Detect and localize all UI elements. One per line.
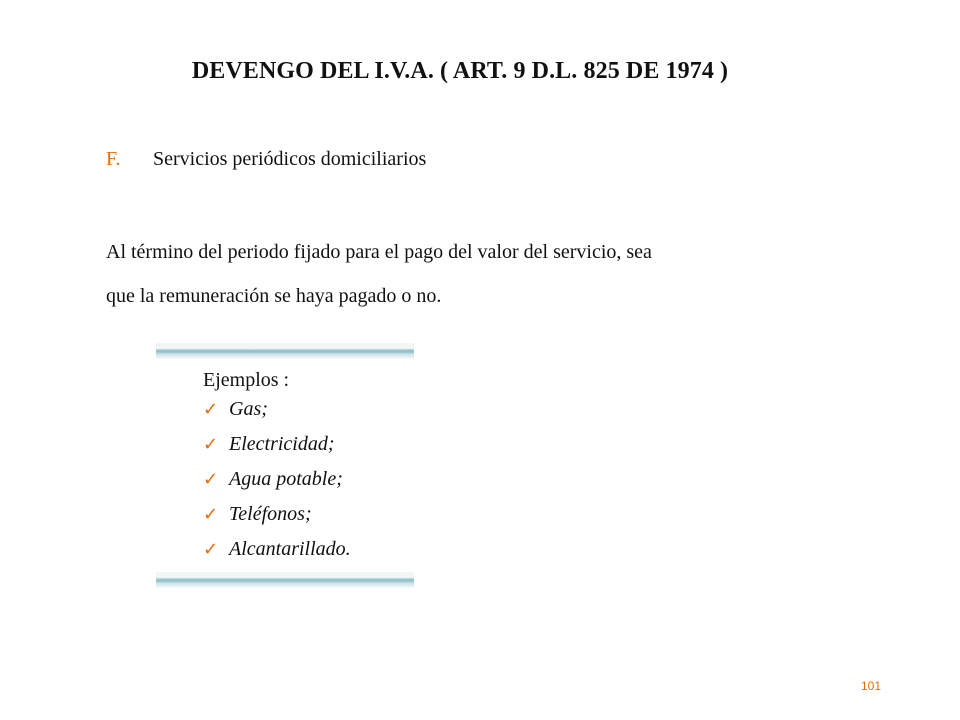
section-text: Servicios periódicos domiciliarios [153,148,427,170]
list-item [203,464,351,499]
divider-top [156,343,414,359]
page-number: 101 [861,679,882,693]
example-label: Teléfonos; [229,503,312,525]
section-letter: F. [106,148,121,170]
examples-box [203,369,351,569]
checkmark-icon: ✓ [203,469,219,490]
checkmark-icon: ✓ [203,539,219,560]
slide-title: DEVENGO DEL I.V.A. ( ART. 9 D.L. 825 DE 1974 ) [191,58,729,84]
examples-list [203,394,351,569]
list-item [203,394,351,429]
example-label: Agua potable; [229,468,343,490]
example-label: Gas; [229,398,268,420]
checkmark-icon: ✓ [203,434,219,455]
paragraph-line-1: Al término del periodo fijado para el pago del valor del servicio, sea [106,241,652,263]
example-label: Alcantarillado. [229,538,351,560]
example-label: Electricidad; [229,433,335,455]
paragraph-line-2: que la remuneración se haya pagado o no. [106,285,442,307]
examples-heading: Ejemplos : [203,369,290,391]
checkmark-icon: ✓ [203,504,219,525]
list-item [203,534,351,569]
list-item [203,499,351,534]
description-paragraph [106,230,806,318]
list-item [203,429,351,464]
section-item [106,148,426,171]
checkmark-icon: ✓ [203,399,219,420]
divider-bottom [156,572,414,588]
